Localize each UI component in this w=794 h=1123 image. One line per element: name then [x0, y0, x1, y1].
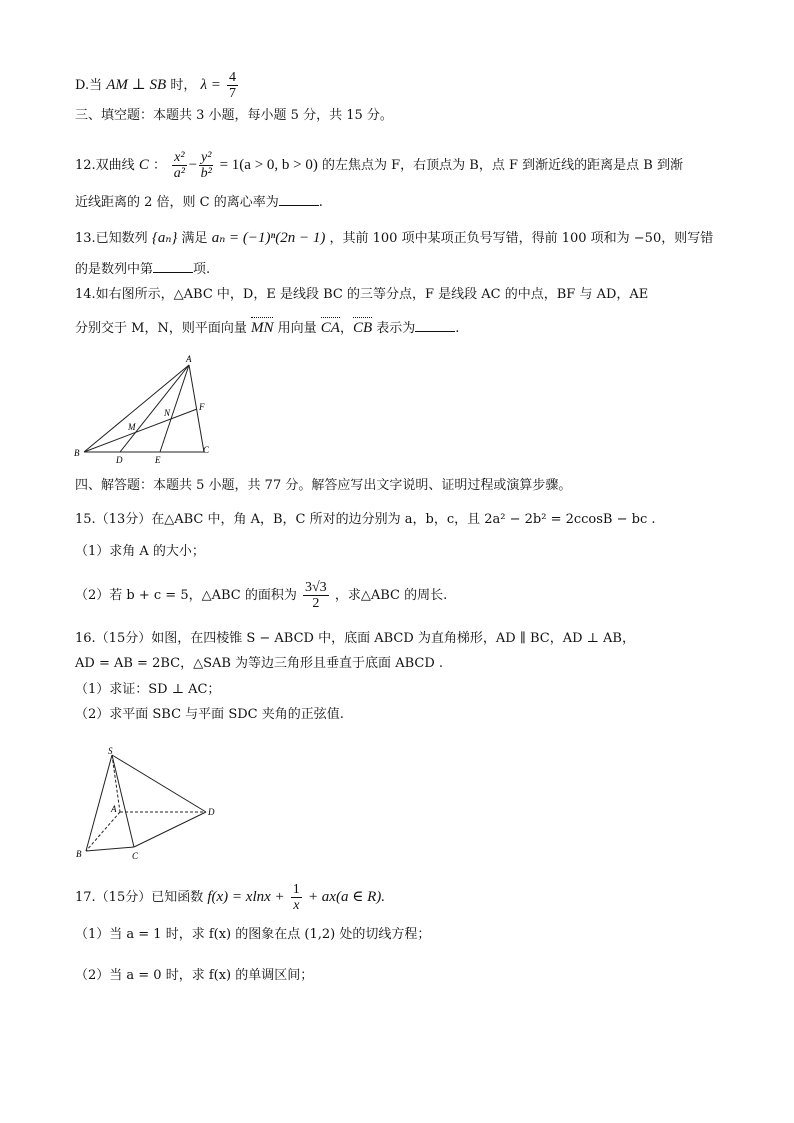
q13-prefix: 13.已知数列: [75, 231, 148, 246]
q14-line2-end: .: [455, 321, 460, 336]
q17-part1: （1）当 a = 1 时，求 f(x) 的图象在点 (1,2) 处的切线方程；: [75, 927, 431, 942]
edge-sc: [112, 755, 134, 847]
q17-frac-num: 1: [292, 882, 300, 897]
edge-cd: [134, 812, 206, 847]
q12-suffix: 的左焦点为 F，右顶点为 B，点 F 到渐近线的距离是点 B 到渐: [322, 158, 683, 173]
label-e: E: [155, 455, 161, 465]
q14-line2-a: 分别交于 M，N，则平面向量: [75, 321, 247, 336]
q12-colon: ：: [152, 158, 166, 173]
q12-eq-rest: = 1(a > 0, b > 0): [219, 157, 318, 173]
q14-triangle-figure: [70, 352, 220, 468]
q14-line2-b: 用向量: [277, 321, 317, 336]
label-a: A: [186, 354, 192, 364]
q12-x2: x²: [174, 150, 185, 165]
label-c: C: [203, 445, 210, 455]
label-b: B: [74, 448, 80, 458]
q12-frac-y: [199, 150, 213, 181]
label-s: S: [108, 746, 113, 756]
edge-bc: [86, 847, 134, 851]
label-c: C: [132, 851, 139, 861]
q16-pyramid-figure: [70, 745, 230, 865]
q12-b2: b²: [200, 166, 212, 181]
q13-mid: 满足: [181, 231, 208, 246]
edge-sd: [112, 755, 206, 812]
q13-line2-end: 项.: [193, 262, 211, 277]
q15-part2-b: ，求△ABC 的周长.: [334, 588, 448, 603]
q15-part2-a: （2）若 b + c = 5，△ABC 的面积为: [75, 588, 297, 603]
segment-ad: [120, 365, 189, 452]
q12-c: C: [138, 157, 149, 173]
q15-fraction: [303, 580, 329, 611]
q11-frac-den: 7: [228, 86, 236, 101]
label-d: D: [208, 807, 215, 817]
label-m: M: [128, 422, 136, 432]
q15-part2: [75, 580, 447, 611]
q15-frac-num: 3√3: [305, 580, 327, 595]
q14-line2-c: 表示为: [376, 321, 416, 336]
section3-title: 三、填空题：本题共 3 小题，每小题 5 分，共 15 分。: [75, 108, 393, 123]
q12-y2: y²: [201, 150, 212, 165]
q12-answer-blank[interactable]: [279, 193, 319, 206]
q14-vector-ca: CA: [320, 320, 340, 336]
q12-line2-end: .: [318, 195, 323, 210]
q11-option-d-cond: AM ⊥ SB: [106, 77, 167, 93]
q13-formula: aₙ = (−1)ⁿ(2n − 1): [211, 230, 326, 246]
q12-a2: a²: [173, 166, 185, 181]
segment-bf: [84, 409, 197, 452]
q15-frac-den: 2: [312, 596, 320, 611]
q14-sep: ，: [339, 321, 353, 336]
label-d: D: [116, 455, 123, 465]
q11-fraction: [227, 70, 238, 101]
label-b: B: [76, 849, 82, 859]
label-n: N: [164, 408, 171, 418]
q13-seq: {aₙ}: [151, 230, 178, 246]
q17-func-b: + ax(a ∈ R).: [307, 889, 385, 905]
q14-line2: [75, 319, 459, 338]
q12-frac-x: [172, 150, 186, 181]
q14-answer-blank[interactable]: [415, 319, 455, 332]
edge-ab: [84, 365, 189, 452]
q11-option-d-mid: 时，: [170, 78, 197, 93]
q17-prefix: 17.（15分）已知函数: [75, 890, 204, 905]
q13-line2-text: 的是数列中第: [75, 262, 154, 277]
q14-vector-mn: MN: [250, 320, 274, 336]
q12-line2: [75, 193, 323, 212]
q16-part1: （1）求证：SD ⊥ AC；: [75, 682, 221, 697]
q14-line1: 14.如右图所示，△ABC 中，D，E 是线段 BC 的三等分点，F 是线段 AC 的中点，BF 与 AD，AE: [75, 287, 649, 302]
label-f: F: [199, 402, 205, 412]
q17-line1: [75, 882, 385, 913]
q11-lambda: λ =: [200, 77, 221, 93]
q17-func-a: f(x) = xlnx +: [207, 889, 285, 905]
q13-line2: [75, 260, 210, 279]
q16-part2: （2）求平面 SBC 与平面 SDC 夹角的正弦值.: [75, 707, 344, 722]
q15-line1: 15.（13分）在△ABC 中，角 A，B，C 所对的边分别为 a，b，c，且 2a² − 2b² = 2ccosB − bc .: [75, 512, 656, 527]
q12-line1: 12.双曲线 C ： $\frac{\text{x²}}{\text{a²}}$ − $\frac{\text{y²}}{\text{b²}}$ = 1(a > 0, b > 0) 的左焦点为 F，右顶点为 B，点 F 到渐近线的距离是点 B 到渐: [75, 150, 683, 181]
q11-frac-num: 4: [228, 70, 236, 85]
section4-title: 四、解答题：本题共 5 小题，共 77 分。解答应写出文字说明、证明过程或演算步骤。: [75, 478, 572, 493]
label-a: A: [111, 804, 117, 814]
q17-part2: （2）当 a = 0 时，求 f(x) 的单调区间；: [75, 968, 314, 983]
q16-line1: 16.（15分）如图，在四棱锥 S − ABCD 中，底面 ABCD 为直角梯形，AD ∥ BC，AD ⊥ AB，: [75, 631, 635, 646]
q13-suffix: ，其前 100 项中某项正负号写错，得前 100 项和为 −50，则写错: [329, 231, 714, 246]
q16-line2: AD = AB = 2BC，△SAB 为等边三角形且垂直于底面 ABCD .: [75, 656, 444, 671]
q13-line1: [75, 229, 713, 248]
q12-line2-text: 近线距离的 2 倍，则 C 的离心率为: [75, 195, 279, 210]
q17-fraction: [291, 882, 302, 913]
q17-frac-den: x: [293, 898, 300, 913]
q11-option-d-prefix: D.当: [75, 78, 103, 93]
q13-answer-blank[interactable]: [153, 260, 193, 273]
q14-vector-cb: CB: [352, 320, 373, 336]
q12-prefix: 12.双曲线: [75, 158, 135, 173]
q11-option-d: [75, 70, 240, 101]
q15-part1: （1）求角 A 的大小；: [75, 544, 205, 559]
